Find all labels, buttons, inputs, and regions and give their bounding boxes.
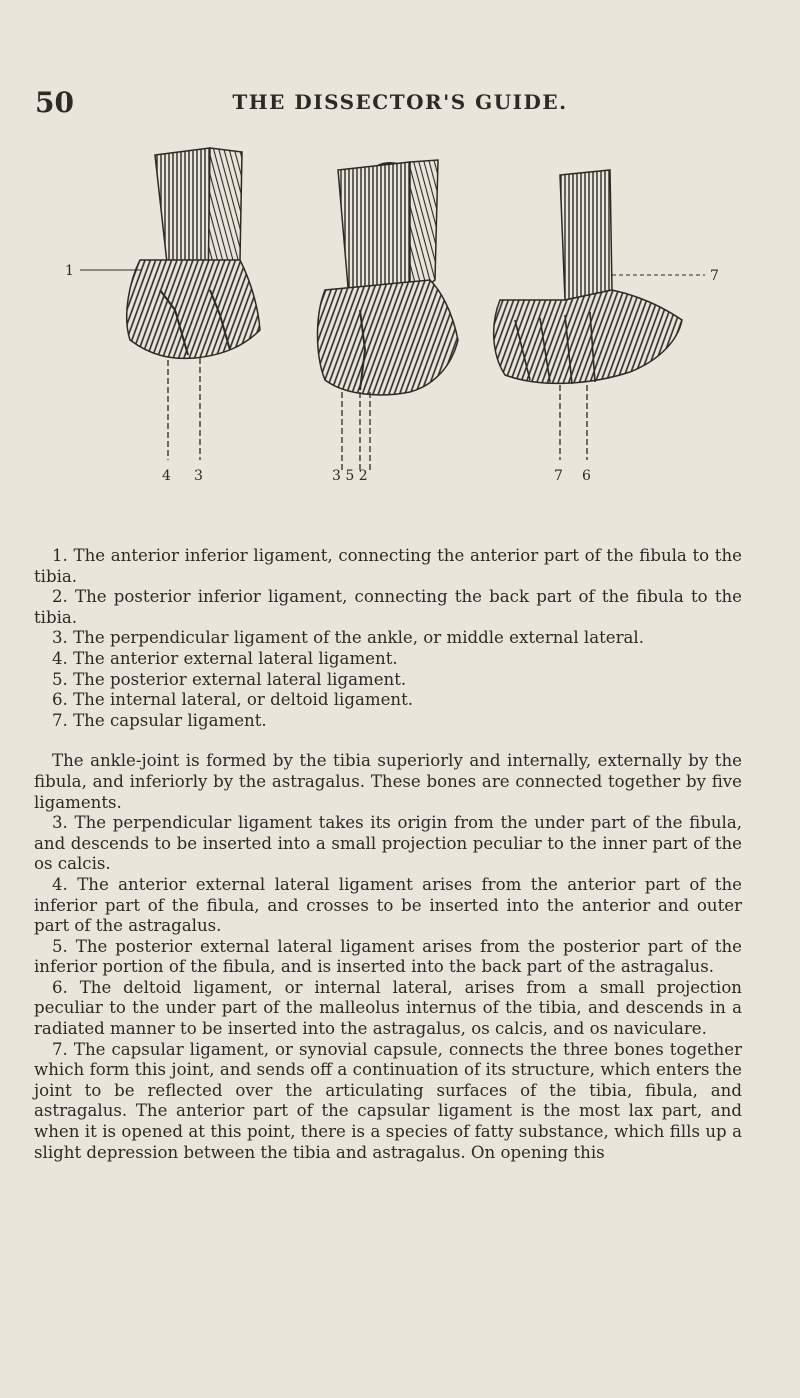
- middle-ankle-view: [318, 160, 459, 484]
- page-text: [34, 546, 742, 1163]
- legend-item: 3. The perpendicular ligament of the ankle, or middle external lateral.: [52, 628, 645, 648]
- body-text: [34, 751, 742, 1163]
- label-6: 6: [582, 468, 591, 484]
- label-4: 4: [162, 468, 171, 484]
- body-paragraph: 6. The deltoid ligament, or internal lateral, arises from a small projection peculiar to the under part of the malleolus internus of the tibia, and descends in a radiated manner to be inserted into the astragalus, os calcis, and os naviculare.: [34, 977, 742, 1039]
- figure-legend: [34, 546, 742, 731]
- label-7-side: 7: [710, 268, 719, 284]
- body-paragraph: 7. The capsular ligament, or synovial capsule, connects the three bones together which form this joint, and sends off a continuation of its structure, which enters the joint to be reflected over the articulating surfaces of the tibia, fibula, and astragalus. The anterior part of the capsular ligament is the most lax part, and when it is opened at this point, there is a species of fatty substance, which fills up a slight depression between the tibia and astragalus. On opening this: [34, 1039, 742, 1162]
- right-ankle-view: [494, 170, 719, 484]
- ankle-ligament-figure: [60, 140, 740, 540]
- body-paragraph: 4. The anterior external lateral ligament arises from the anterior part of the inferior part of the fibula, and crosses to be inserted into the anterior and outer part of the astragalus.: [34, 874, 742, 936]
- label-1: 1: [65, 263, 74, 279]
- legend-item: 5. The posterior external lateral ligament.: [52, 669, 407, 689]
- legend-item: 6. The internal lateral, or deltoid ligament.: [52, 690, 414, 710]
- body-paragraph: 3. The perpendicular ligament takes its origin from the under part of the fibula, and descends to be inserted into a small projection peculiar to the inner part of the os calcis.: [34, 813, 742, 874]
- legend-item: 4. The anterior external lateral ligament.: [52, 648, 398, 668]
- page-header: [0, 86, 800, 120]
- label-3-left: 3: [194, 468, 203, 484]
- left-ankle-view: [65, 148, 260, 484]
- page-number: 50: [35, 86, 74, 119]
- label-3-5-2: 3 5 2: [332, 468, 368, 484]
- running-head: THE DISSECTOR'S GUIDE.: [232, 90, 568, 114]
- legend-item: 1. The anterior inferior ligament, connecting the anterior part of the fibula to the tibia.: [34, 546, 742, 586]
- label-7: 7: [554, 468, 563, 484]
- figure-engraving: [60, 140, 740, 540]
- body-paragraph: The ankle-joint is formed by the tibia superiorly and internally, externally by the fibula, and inferiorly by the astragalus. These bones are connected together by five ligaments.: [34, 751, 742, 812]
- legend-item: 7. The capsular ligament.: [52, 710, 267, 730]
- legend-item: 2. The posterior inferior ligament, connecting the back part of the fibula to the tibia.: [34, 587, 742, 627]
- body-paragraph: 5. The posterior external lateral ligament arises from the posterior part of the inferior portion of the fibula, and is inserted into the back part of the astragalus.: [34, 936, 742, 977]
